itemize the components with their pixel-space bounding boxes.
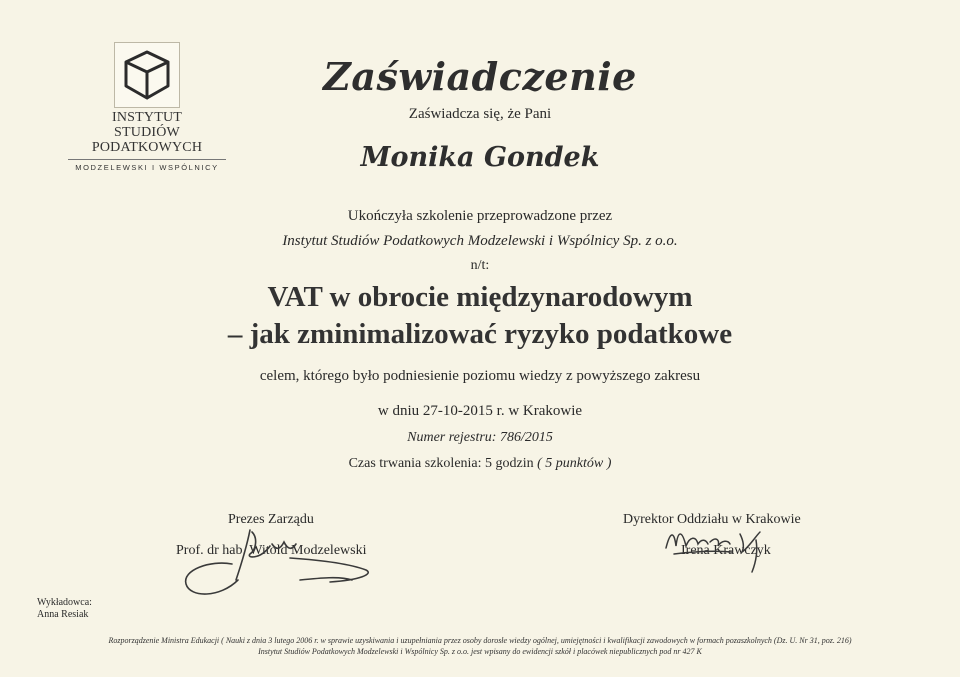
course-title-line2: – jak zminimalizować ryzyko podatkowe: [227, 318, 733, 350]
course-title-line1: VAT w obrocie międzynarodowym: [267, 281, 693, 313]
certificate-title: Zaświadczenie: [323, 54, 637, 99]
institute-name: Instytut Studiów Podatkowych Modzelewski i Wspólnicy Sp. z o.o.: [282, 233, 678, 249]
director-name: Irena Krawczyk: [681, 543, 771, 558]
director-title: Dyrektor Oddziału w Krakowie: [623, 512, 801, 527]
lecturer-label: Wykładowca:: [37, 597, 92, 608]
logo-text-line3: PODATKOWYCH: [91, 140, 203, 155]
date-location: w dniu 27-10-2015 r. w Krakowie: [377, 403, 583, 419]
legal-note-line1: Rozporządzenie Ministra Edukacji ( Nauki z dnia 3 lutego 2006 r. w sprawie uzyskiwania i uzupełniania przez osoby dorosłe wiedzy ogólnej, umiejętności i kwalifikacji zawodowych w formach pozaszkolnych (Dz. U. Nr 31, poz. 216): [108, 636, 852, 645]
topic-prefix: n/t:: [470, 258, 490, 273]
registry-number: Numer rejestru: 786/2015: [407, 430, 553, 445]
logo-subtitle: MODZELEWSKI I WSPÓLNICY: [75, 163, 219, 172]
training-duration: [0, 456, 960, 472]
director-signature-scrawl: [660, 518, 790, 578]
recipient-name: Monika Gondek: [360, 142, 600, 173]
duration-points: ( 5 punktów ): [537, 456, 612, 471]
president-signature-scrawl: [180, 520, 380, 600]
lecturer-block: [37, 597, 92, 621]
duration-text: Czas trwania szkolenia: 5 godzin: [348, 456, 534, 471]
lecturer-name: Anna Resiak: [37, 609, 89, 620]
legal-note-line2: Instytut Studiów Podatkowych Modzelewski i Wspólnicy Sp. z o.o. jest wpisany do ewidencji szkół i placówek niepublicznych pod nr 427 K: [258, 647, 702, 656]
logo-text-line1: INSTYTUT: [111, 110, 183, 125]
completed-text: Ukończyła szkolenie przeprowadzone przez: [347, 208, 613, 224]
attest-text: Zaświadcza się, że Pani: [408, 106, 552, 122]
goal-text: celem, którego było podniesienie poziomu wiedzy z powyższego zakresu: [259, 368, 701, 384]
president-title: Prezes Zarządu: [228, 512, 314, 527]
president-name: Prof. dr hab. Witold Modzelewski: [176, 543, 367, 558]
logo-text-line2: STUDIÓW: [114, 125, 180, 140]
